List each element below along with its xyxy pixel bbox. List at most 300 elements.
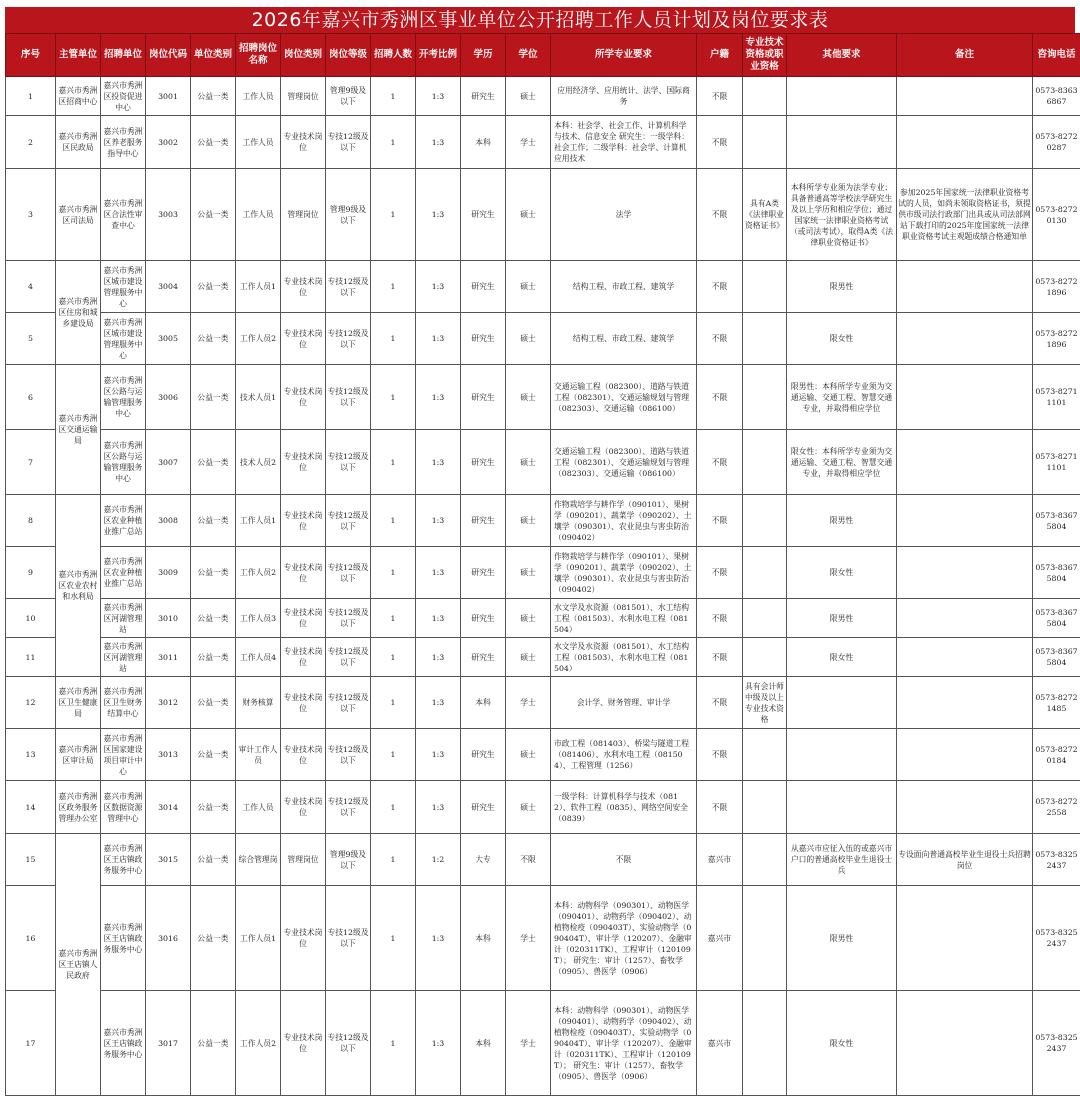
cell-major: 水文学及水资源（081501）、水工结构工程（081503）、水利水电工程（081504） xyxy=(551,638,697,677)
cell-major: 市政工程（081403）、桥梁与隧道工程（081406）、水利水电工程（081504）、工程管理（1256） xyxy=(551,729,697,781)
cell-note xyxy=(897,365,1033,430)
cell-major: 结构工程、市政工程、建筑学 xyxy=(551,313,697,365)
cell-huji: 不限 xyxy=(697,313,743,365)
cell-num: 1 xyxy=(371,116,416,169)
table-row xyxy=(6,77,1080,116)
cell-degree: 硕士 xyxy=(506,729,551,781)
cell-unit: 嘉兴市秀洲区公路与运输管理服务中心 xyxy=(101,365,146,430)
table-row xyxy=(6,261,1080,313)
cell-post: 综合管理岗 xyxy=(236,834,281,886)
cell-qual: 具有A类《法律职业资格证书》 xyxy=(743,169,787,261)
table-row xyxy=(6,729,1080,781)
cell-code: 3014 xyxy=(146,781,191,834)
cell-ratio: 1:3 xyxy=(416,495,461,547)
cell-unit: 嘉兴市秀洲区王店镇政务服务中心 xyxy=(101,886,146,991)
cell-no: 14 xyxy=(6,781,56,834)
cell-major: 一级学科：计算机科学与技术（0812）、软件工程（0835）、网络空间安全（0839） xyxy=(551,781,697,834)
cell-huji: 不限 xyxy=(697,599,743,638)
cell-major: 本科：社会学、社会工作、计算机科学与技术、信息安全 研究生：一级学科：社会工作；二级学科：社会学、计算机应用技术 xyxy=(551,116,697,169)
cell-note xyxy=(897,886,1033,991)
cell-unit: 嘉兴市秀洲区农业种植业推广总站 xyxy=(101,495,146,547)
cell-ratio: 1:3 xyxy=(416,365,461,430)
cell-code: 3007 xyxy=(146,430,191,495)
cell-utype: 公益一类 xyxy=(191,169,236,261)
cell-ratio: 1:3 xyxy=(416,169,461,261)
cell-utype: 公益一类 xyxy=(191,677,236,729)
cell-num: 1 xyxy=(371,781,416,834)
cell-no: 3 xyxy=(6,169,56,261)
cell-level: 管理9级及以下 xyxy=(326,834,371,886)
cell-note xyxy=(897,729,1033,781)
header-cell: 所学专业要求 xyxy=(551,34,697,77)
cell-dept: 嘉兴市秀洲区司法局 xyxy=(56,169,101,261)
cell-major: 不限 xyxy=(551,834,697,886)
cell-ptype: 专业技术岗位 xyxy=(281,495,326,547)
cell-huji: 不限 xyxy=(697,781,743,834)
cell-major: 交通运输工程（082300）、道路与铁道工程（082301）、交通运输规划与管理（082303）、交通运输（086100） xyxy=(551,430,697,495)
cell-no: 5 xyxy=(6,313,56,365)
cell-qual xyxy=(743,261,787,313)
cell-degree: 学士 xyxy=(506,677,551,729)
cell-ptype: 专业技术岗位 xyxy=(281,430,326,495)
cell-note xyxy=(897,638,1033,677)
cell-phone: 0573-83636867 xyxy=(1033,77,1080,116)
cell-unit: 嘉兴市秀洲区卫生财务结算中心 xyxy=(101,677,146,729)
table-row xyxy=(6,781,1080,834)
cell-edu: 研究生 xyxy=(461,365,506,430)
cell-utype: 公益一类 xyxy=(191,781,236,834)
cell-code: 3005 xyxy=(146,313,191,365)
cell-ptype: 专业技术岗位 xyxy=(281,991,326,1096)
cell-major: 会计学、财务管理、审计学 xyxy=(551,677,697,729)
cell-note: 参加2025年国家统一法律职业资格考试的人员，如尚未领取资格证书，须提供市级司法行政部门出具或从司法部网站下载打印的2025年度国家统一法律职业资格考试主观题成绩合格通知单 xyxy=(897,169,1033,261)
header-cell: 学历 xyxy=(461,34,506,77)
cell-code: 3008 xyxy=(146,495,191,547)
cell-huji: 不限 xyxy=(697,116,743,169)
cell-level: 专技12级及以下 xyxy=(326,547,371,599)
cell-huji: 嘉兴市 xyxy=(697,834,743,886)
cell-phone: 0573-82720184 xyxy=(1033,729,1080,781)
cell-post: 技术人员1 xyxy=(236,365,281,430)
cell-edu: 本科 xyxy=(461,677,506,729)
cell-major: 交通运输工程（082300）、道路与铁道工程（082301）、交通运输规划与管理（082303）、交通运输（086100） xyxy=(551,365,697,430)
cell-num: 1 xyxy=(371,495,416,547)
cell-level: 专技12级及以下 xyxy=(326,886,371,991)
cell-utype: 公益一类 xyxy=(191,495,236,547)
cell-post: 工作人员2 xyxy=(236,991,281,1096)
cell-utype: 公益一类 xyxy=(191,116,236,169)
cell-level: 专技12级及以下 xyxy=(326,116,371,169)
cell-ptype: 专业技术岗位 xyxy=(281,729,326,781)
cell-no: 17 xyxy=(6,991,56,1096)
cell-post: 工作人员 xyxy=(236,77,281,116)
cell-no: 11 xyxy=(6,638,56,677)
cell-no: 16 xyxy=(6,886,56,991)
table-row xyxy=(6,365,1080,430)
cell-other: 从嘉兴市应征入伍的或嘉兴市户口的普通高校毕业生退役士兵 xyxy=(787,834,897,886)
header-cell: 主管单位 xyxy=(56,34,101,77)
cell-level: 专技12级及以下 xyxy=(326,495,371,547)
cell-code: 3002 xyxy=(146,116,191,169)
cell-no: 1 xyxy=(6,77,56,116)
cell-utype: 公益一类 xyxy=(191,729,236,781)
cell-utype: 公益一类 xyxy=(191,834,236,886)
cell-qual: 具有会计师中级及以上专业技术资格 xyxy=(743,677,787,729)
page-title: 2026年嘉兴市秀洲区事业单位公开招聘工作人员计划及岗位要求表 xyxy=(5,7,1075,33)
cell-note xyxy=(897,430,1033,495)
table-row xyxy=(6,886,1080,991)
cell-other: 限男性 xyxy=(787,261,897,313)
cell-ratio: 1:3 xyxy=(416,430,461,495)
cell-major: 本科：动物科学（090301）、动物医学（090401）、动物药学（090402）、动植物检疫（090403T）、实验动物学（090404T）、审计学（120207）、金融审计（020311TK）、工程审计（120109T）； 研究生：审计（1257）、畜牧学（0905）、兽医学（0906） xyxy=(551,886,697,991)
cell-post: 工作人员 xyxy=(236,116,281,169)
cell-dept: 嘉兴市秀洲区政务服务管理办公室 xyxy=(56,781,101,834)
cell-note xyxy=(897,781,1033,834)
cell-edu: 研究生 xyxy=(461,729,506,781)
cell-num: 1 xyxy=(371,677,416,729)
cell-phone: 0573-82721485 xyxy=(1033,677,1080,729)
cell-unit: 嘉兴市秀洲区王店镇政务服务中心 xyxy=(101,991,146,1096)
table-row xyxy=(6,116,1080,169)
cell-post: 工作人员 xyxy=(236,169,281,261)
cell-phone: 0573-82722558 xyxy=(1033,781,1080,834)
header-cell: 备注 xyxy=(897,34,1033,77)
cell-qual xyxy=(743,781,787,834)
cell-level: 专技12级及以下 xyxy=(326,729,371,781)
cell-degree: 硕士 xyxy=(506,495,551,547)
cell-qual xyxy=(743,991,787,1096)
cell-phone: 0573-82720130 xyxy=(1033,169,1080,261)
cell-qual xyxy=(743,365,787,430)
cell-num: 1 xyxy=(371,77,416,116)
cell-no: 10 xyxy=(6,599,56,638)
cell-qual xyxy=(743,599,787,638)
cell-other xyxy=(787,116,897,169)
cell-ratio: 1:2 xyxy=(416,834,461,886)
cell-code: 3015 xyxy=(146,834,191,886)
cell-ratio: 1:3 xyxy=(416,77,461,116)
cell-post: 审计工作人员 xyxy=(236,729,281,781)
cell-degree: 硕士 xyxy=(506,261,551,313)
cell-level: 专技12级及以下 xyxy=(326,638,371,677)
cell-ptype: 专业技术岗位 xyxy=(281,313,326,365)
cell-other xyxy=(787,77,897,116)
cell-edu: 研究生 xyxy=(461,261,506,313)
cell-major: 法学 xyxy=(551,169,697,261)
cell-degree: 硕士 xyxy=(506,430,551,495)
cell-huji: 嘉兴市 xyxy=(697,991,743,1096)
cell-ptype: 专业技术岗位 xyxy=(281,261,326,313)
cell-huji: 不限 xyxy=(697,365,743,430)
cell-code: 3012 xyxy=(146,677,191,729)
cell-ptype: 专业技术岗位 xyxy=(281,116,326,169)
cell-ratio: 1:3 xyxy=(416,116,461,169)
cell-post: 工作人员 xyxy=(236,781,281,834)
cell-edu: 研究生 xyxy=(461,495,506,547)
cell-dept: 嘉兴市秀洲区民政局 xyxy=(56,116,101,169)
cell-huji: 不限 xyxy=(697,638,743,677)
cell-unit: 嘉兴市秀洲区数据资源管理中心 xyxy=(101,781,146,834)
cell-dept: 嘉兴市秀洲区交通运输局 xyxy=(56,365,101,495)
cell-ptype: 专业技术岗位 xyxy=(281,781,326,834)
cell-utype: 公益一类 xyxy=(191,599,236,638)
cell-ptype: 管理岗位 xyxy=(281,169,326,261)
cell-level: 专技12级及以下 xyxy=(326,599,371,638)
cell-major: 作物栽培学与耕作学（090101）、果树学（090201）、蔬菜学（090202）、土壤学（090301）、农业昆虫与害虫防治（090402） xyxy=(551,495,697,547)
cell-qual xyxy=(743,430,787,495)
cell-note xyxy=(897,77,1033,116)
cell-utype: 公益一类 xyxy=(191,365,236,430)
cell-utype: 公益一类 xyxy=(191,77,236,116)
cell-qual xyxy=(743,638,787,677)
cell-huji: 不限 xyxy=(697,547,743,599)
cell-level: 专技12级及以下 xyxy=(326,261,371,313)
table-row xyxy=(6,677,1080,729)
cell-other: 限女性：本科所学专业须为交通运输、交通工程、智慧交通专业，并取得相应学位 xyxy=(787,430,897,495)
cell-phone: 0573-83675804 xyxy=(1033,638,1080,677)
cell-code: 3010 xyxy=(146,599,191,638)
cell-level: 专技12级及以下 xyxy=(326,313,371,365)
recruitment-table xyxy=(5,33,1080,1096)
cell-level: 专技12级及以下 xyxy=(326,677,371,729)
cell-num: 1 xyxy=(371,261,416,313)
header-row xyxy=(6,34,1080,77)
cell-other xyxy=(787,781,897,834)
cell-other: 限女性 xyxy=(787,313,897,365)
table-row xyxy=(6,495,1080,547)
header-cell: 招聘单位 xyxy=(101,34,146,77)
header-cell: 招聘岗位名称 xyxy=(236,34,281,77)
cell-code: 3011 xyxy=(146,638,191,677)
cell-code: 3004 xyxy=(146,261,191,313)
cell-code: 3009 xyxy=(146,547,191,599)
cell-utype: 公益一类 xyxy=(191,313,236,365)
cell-other: 限女性 xyxy=(787,638,897,677)
cell-unit: 嘉兴市秀洲区王店镇政务服务中心 xyxy=(101,834,146,886)
header-cell: 岗位等级 xyxy=(326,34,371,77)
header-cell: 岗位代码 xyxy=(146,34,191,77)
cell-phone: 0573-82720287 xyxy=(1033,116,1080,169)
header-cell: 其他要求 xyxy=(787,34,897,77)
cell-ptype: 专业技术岗位 xyxy=(281,599,326,638)
cell-huji: 嘉兴市 xyxy=(697,886,743,991)
cell-degree: 硕士 xyxy=(506,781,551,834)
cell-unit: 嘉兴市秀洲区城市建设管理服务中心 xyxy=(101,261,146,313)
cell-ratio: 1:3 xyxy=(416,261,461,313)
cell-ratio: 1:3 xyxy=(416,781,461,834)
cell-unit: 嘉兴市秀洲区合法性审查中心 xyxy=(101,169,146,261)
cell-num: 1 xyxy=(371,638,416,677)
cell-phone: 0573-83252437 xyxy=(1033,991,1080,1096)
cell-edu: 研究生 xyxy=(461,599,506,638)
cell-major: 结构工程、市政工程、建筑学 xyxy=(551,261,697,313)
cell-no: 7 xyxy=(6,430,56,495)
cell-huji: 不限 xyxy=(697,169,743,261)
cell-ptype: 管理岗位 xyxy=(281,834,326,886)
cell-no: 12 xyxy=(6,677,56,729)
cell-degree: 学士 xyxy=(506,116,551,169)
cell-ptype: 管理岗位 xyxy=(281,77,326,116)
cell-ratio: 1:3 xyxy=(416,729,461,781)
cell-huji: 不限 xyxy=(697,729,743,781)
cell-level: 专技12级及以下 xyxy=(326,430,371,495)
cell-edu: 研究生 xyxy=(461,169,506,261)
cell-dept: 嘉兴市秀洲区王店镇人民政府 xyxy=(56,834,101,1096)
header-cell: 招聘人数 xyxy=(371,34,416,77)
cell-utype: 公益一类 xyxy=(191,430,236,495)
cell-qual xyxy=(743,886,787,991)
cell-other xyxy=(787,677,897,729)
cell-unit: 嘉兴市秀洲区养老服务指导中心 xyxy=(101,116,146,169)
cell-edu: 研究生 xyxy=(461,547,506,599)
cell-utype: 公益一类 xyxy=(191,547,236,599)
cell-unit: 嘉兴市秀洲区农业种植业推广总站 xyxy=(101,547,146,599)
cell-qual xyxy=(743,495,787,547)
cell-unit: 嘉兴市秀洲区河湖管理站 xyxy=(101,638,146,677)
cell-level: 专技12级及以下 xyxy=(326,991,371,1096)
cell-phone: 0573-82721896 xyxy=(1033,313,1080,365)
table-row xyxy=(6,547,1080,599)
cell-ptype: 专业技术岗位 xyxy=(281,886,326,991)
cell-other: 限男性：本科所学专业须为交通运输、交通工程、智慧交通专业，并取得相应学位 xyxy=(787,365,897,430)
cell-phone: 0573-83252437 xyxy=(1033,886,1080,991)
cell-dept: 嘉兴市秀洲区审计局 xyxy=(56,729,101,781)
cell-num: 1 xyxy=(371,547,416,599)
cell-dept: 嘉兴市秀洲区农业农村和水利局 xyxy=(56,495,101,677)
cell-code: 3001 xyxy=(146,77,191,116)
cell-degree: 硕士 xyxy=(506,599,551,638)
cell-no: 9 xyxy=(6,547,56,599)
cell-num: 1 xyxy=(371,886,416,991)
cell-huji: 不限 xyxy=(697,77,743,116)
cell-ratio: 1:3 xyxy=(416,886,461,991)
cell-note xyxy=(897,116,1033,169)
cell-post: 财务核算 xyxy=(236,677,281,729)
cell-ptype: 专业技术岗位 xyxy=(281,638,326,677)
cell-ptype: 专业技术岗位 xyxy=(281,677,326,729)
cell-num: 1 xyxy=(371,834,416,886)
cell-level: 专技12级及以下 xyxy=(326,365,371,430)
cell-ratio: 1:3 xyxy=(416,313,461,365)
cell-phone: 0573-82721896 xyxy=(1033,261,1080,313)
cell-num: 1 xyxy=(371,430,416,495)
cell-note xyxy=(897,599,1033,638)
cell-other: 限女性 xyxy=(787,991,897,1096)
cell-degree: 硕士 xyxy=(506,547,551,599)
cell-edu: 本科 xyxy=(461,116,506,169)
cell-unit: 嘉兴市秀洲区国家建设项目审计中心 xyxy=(101,729,146,781)
cell-edu: 研究生 xyxy=(461,77,506,116)
cell-num: 1 xyxy=(371,729,416,781)
cell-post: 工作人员1 xyxy=(236,261,281,313)
header-cell: 户籍 xyxy=(697,34,743,77)
cell-qual xyxy=(743,313,787,365)
header-cell: 专业技术资格或职业资格 xyxy=(743,34,787,77)
cell-degree: 硕士 xyxy=(506,169,551,261)
cell-num: 1 xyxy=(371,991,416,1096)
cell-no: 6 xyxy=(6,365,56,430)
cell-dept: 嘉兴市秀洲区卫生健康局 xyxy=(56,677,101,729)
table-row xyxy=(6,430,1080,495)
cell-post: 工作人员1 xyxy=(236,886,281,991)
table-row xyxy=(6,313,1080,365)
cell-qual xyxy=(743,729,787,781)
cell-note: 专设面向普通高校毕业生退役士兵招聘岗位 xyxy=(897,834,1033,886)
cell-phone: 0573-83675804 xyxy=(1033,599,1080,638)
cell-phone: 0573-83675804 xyxy=(1033,547,1080,599)
cell-ratio: 1:3 xyxy=(416,638,461,677)
cell-degree: 硕士 xyxy=(506,365,551,430)
cell-other xyxy=(787,729,897,781)
cell-utype: 公益一类 xyxy=(191,886,236,991)
cell-other: 限女性 xyxy=(787,547,897,599)
cell-degree: 不限 xyxy=(506,834,551,886)
cell-phone: 0573-83675804 xyxy=(1033,495,1080,547)
cell-qual xyxy=(743,834,787,886)
cell-edu: 研究生 xyxy=(461,430,506,495)
cell-phone: 0573-82711101 xyxy=(1033,430,1080,495)
cell-unit: 嘉兴市秀洲区公路与运输管理服务中心 xyxy=(101,430,146,495)
cell-note xyxy=(897,677,1033,729)
cell-qual xyxy=(743,116,787,169)
header-cell: 单位类别 xyxy=(191,34,236,77)
cell-utype: 公益一类 xyxy=(191,638,236,677)
cell-ratio: 1:3 xyxy=(416,991,461,1096)
cell-other: 本科所学专业须为法学专业；具备普通高等学校法学研究生及以上学历和相应学位；通过国家统一法律职业资格考试（或司法考试），取得A类《法律职业资格证书》 xyxy=(787,169,897,261)
table-row xyxy=(6,599,1080,638)
cell-ratio: 1:3 xyxy=(416,677,461,729)
cell-edu: 研究生 xyxy=(461,313,506,365)
cell-post: 技术人员2 xyxy=(236,430,281,495)
table-row xyxy=(6,169,1080,261)
header-cell: 咨询电话 xyxy=(1033,34,1080,77)
cell-note xyxy=(897,313,1033,365)
cell-post: 工作人员3 xyxy=(236,599,281,638)
header-cell: 岗位类别 xyxy=(281,34,326,77)
cell-phone: 0573-83252437 xyxy=(1033,834,1080,886)
cell-note xyxy=(897,261,1033,313)
cell-note xyxy=(897,495,1033,547)
cell-code: 3006 xyxy=(146,365,191,430)
cell-post: 工作人员1 xyxy=(236,495,281,547)
cell-ptype: 专业技术岗位 xyxy=(281,365,326,430)
recruitment-table-document xyxy=(5,7,1078,1096)
cell-huji: 不限 xyxy=(697,677,743,729)
cell-major: 应用经济学、应用统计、法学、国际商务 xyxy=(551,77,697,116)
cell-dept: 嘉兴市秀洲区招商中心 xyxy=(56,77,101,116)
cell-num: 1 xyxy=(371,169,416,261)
cell-code: 3017 xyxy=(146,991,191,1096)
cell-edu: 研究生 xyxy=(461,781,506,834)
cell-post: 工作人员2 xyxy=(236,547,281,599)
cell-degree: 学士 xyxy=(506,886,551,991)
cell-edu: 本科 xyxy=(461,991,506,1096)
cell-no: 8 xyxy=(6,495,56,547)
cell-ratio: 1:3 xyxy=(416,547,461,599)
cell-code: 3003 xyxy=(146,169,191,261)
cell-unit: 嘉兴市秀洲区城市建设管理服务中心 xyxy=(101,313,146,365)
cell-qual xyxy=(743,77,787,116)
table-body xyxy=(6,77,1080,1096)
cell-major: 作物栽培学与耕作学（090101）、果树学（090201）、蔬菜学（090202）、土壤学（090301）、农业昆虫与害虫防治（090402） xyxy=(551,547,697,599)
cell-other: 限男性 xyxy=(787,599,897,638)
cell-ptype: 专业技术岗位 xyxy=(281,547,326,599)
cell-utype: 公益一类 xyxy=(191,261,236,313)
cell-phone: 0573-82711101 xyxy=(1033,365,1080,430)
cell-ratio: 1:3 xyxy=(416,599,461,638)
cell-code: 3016 xyxy=(146,886,191,991)
cell-huji: 不限 xyxy=(697,495,743,547)
